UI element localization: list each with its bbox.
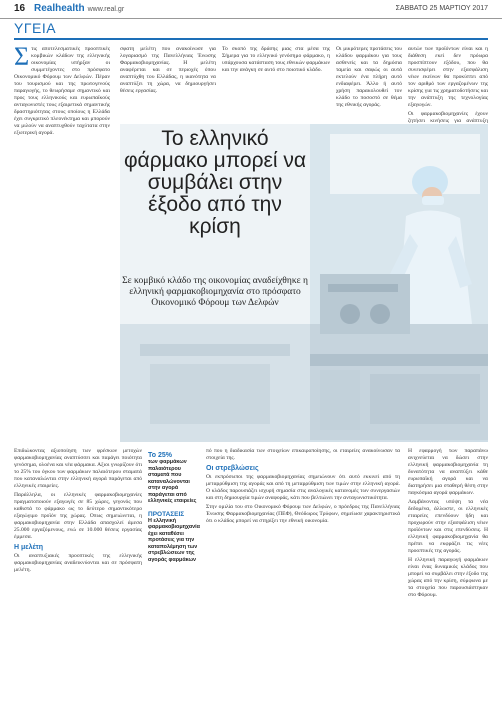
article-paragraph: Οι αναπτυξιακές προοπτικές της ελληνικής φαρμακοβιομηχανίας αναδεικνύονται και σε πρόσφατη μελέτη. bbox=[14, 553, 142, 573]
article-paragraph: Λαμβάνοντας υπόψη τα νέα δεδομένα, άλλωστε, οι ελληνικές εταιρείες επενδύουν ήδη και προχωρούν στην εξασφάλιση νέων προϊόντων και στις επενδύσεις. Η ελληνική φαρμακοβιομηχανία θα πρέπει να εκφράζει τις νέες προοπτικές της αγοράς. bbox=[408, 499, 488, 554]
sidebar-heading: ΠΡΟΤΑΣΕΙΣ bbox=[148, 510, 185, 518]
article-paragraph: Οι μικρότερες προτάσεις του κλάδου φαρμάκου για τους ασθενείς και τα δημόσια ταμεία και σαφώς οι αυτά εκτελούν ένα πλήρη αυτό ενδιαφέρει. Άλλο ή αυτό χρήση παρακολουθεί τον κλάδο το ποσοστό σε θέμα της εθνικής αγοράς. bbox=[336, 46, 402, 108]
article-column-3b bbox=[336, 46, 402, 124]
page-number: 16 bbox=[14, 3, 26, 14]
article-paragraph: Επιδιώκοντας αξιοποίηση των φρέσκων μετοχών φαρμακοβιομηχανίας αναπτύσσει και παράγει ποιότητα γενόσημα, ολοένα και νέα φάρμακα. Αξιοι γνωρίζουν ότι το 25% του όγκου των φαρμάκων παλαιότερου σταματά που καταναλώνται στην ελληνική αγορά παράγεται από ελληνικές εταιρείες. bbox=[14, 448, 142, 489]
article-column-bottom-2 bbox=[206, 448, 400, 720]
issue-date: ΣΑΒΒΑΤΟ 25 ΜΑΡΤΙΟΥ 2017 bbox=[395, 5, 488, 12]
lab-photo-illustration bbox=[310, 124, 488, 440]
article-paragraph: Οι φαρμακοβιομηχανίες έχουν ζητήσει κινήσεις για ανάπτυξη bbox=[408, 111, 488, 124]
sidebar-stat: Το 25% bbox=[148, 452, 172, 459]
article-paragraph: τις αποτελεσματικές προοπτικές κομβικών κλάδων της ελληνικής οικονομίας υπήρξαν οι συμμετέχοντες στο πρόσφατο Οικονομικό Φόρουμ των Δελφών. Πέραν του τουρισμού και της πρωτογενούς παραγωγής, το θεωρήσαμε σημαντικό και πρoς τους ελληνικούς και ευρωπαϊκούς ανταγωνιστές τους εξαιρετικά σημαντικής δραστηριότητας στους οποίους η Ελλάδα έχει συγκριτικό πλεονέκτημα και μπορούν να μιλούν να αναπτυχθούν ταχύτατα στην εξωτερική αγορά. bbox=[14, 46, 110, 136]
section-title: ΥΓΕΙΑ bbox=[14, 20, 57, 36]
article-paragraph: Το σκοπό της δράσης μιας στα μέσα της Σήμερα για το ελληνικό γενόσημο φάρμακο, η υπάρχουσα κατάσταση τους εθνικών φαρμάκων και την ανάγκη σε αυτό στο ποιοτικό κλάδο. bbox=[222, 46, 330, 73]
brand-name: Realhealth bbox=[34, 3, 85, 14]
article-paragraph: Στην ομιλία του στο Οικονομικό Φόρουμ των Δελφών, ο πρόεδρος της Πανελλήνιας Ένωσης Φαρμακοβιομηχανίας (ΠΕΦ), Θεόδωρος Τρύφων, σημείωσε χαρακτηριστικά ότι ο κλάδος μπορεί να στηρίξει την εθνική οικονομία. bbox=[206, 504, 400, 524]
article-column-bottom-3 bbox=[408, 448, 488, 720]
article-paragraph: αυτών των προϊόντων είναι και η διάθεση εκεί δεν πρόωρα προσπίπτουν εξόδου, που θα συνεισφέρει στην εξασφάλιση νέων εκείνων θα προκύπτει από τον αριθμό των εργαζομένων της κρίσης για τις χρηματοδοτήσεις και την ανάπτυξη της τεχνολογίας εξαγωγών. bbox=[408, 46, 488, 108]
dropcap: Σ bbox=[14, 46, 30, 71]
brand-logo bbox=[34, 3, 124, 14]
article-paragraph: Παράλληλα, οι ελληνικές φαρμακοβιομηχανίες πραγματοποιούν εξαγωγές σε 85 χώρες, γεγονός που καθιστά το φάρμακο ως το δεύτερο σημαντικότερο εξαγώγιμο προϊόν της χώρας. Οπως σημειώνεται, η φαρμακοβιομηχανία στην Ελλάδα απασχολεί άμεσα 25.000 εργαζόμενους, ενώ σε 10.000 θέσεις εργασίας έμμεσα. bbox=[14, 492, 142, 540]
article-column-bottom-1 bbox=[14, 448, 142, 720]
sidebar-stat-text: των φαρμάκων παλαιότερου σταματά που καταναλώνονται στην αγορά παράγεται από ελληνικές εταιρείες bbox=[148, 459, 197, 504]
article-paragraph: πό που η διαδικασία των στοιχείων επικαιροποίησης, οι εταιρείες ανακοίνωσαν τα στοιχεία της. bbox=[206, 448, 400, 461]
subhead-distortions: Οι στρεβλώσεις bbox=[206, 465, 259, 472]
section-rule bbox=[14, 38, 488, 40]
article-paragraph: Η ελληνική παραγωγή φαρμάκων είναι ένας δυναμικός κλάδος που μπορεί να συμβάλει στην έξοδο της χώρας από την κρίση, σύμφωνα με τα στοιχεία που παρουσιάστηκαν στο Φόρουμ. bbox=[408, 557, 488, 598]
subhead-study: Η μελέτη bbox=[14, 544, 44, 551]
article-paragraph: σφατη μελέτη που ανακοίνωσε για λογαριασμό της Πανελλήνιας Ένωσης Φαρμακοβιομηχανίας. Η μελέτη αναφέρεται και σε περιοχές όπου αναπτύχθη του Ελλάδας, η ικανότητα να αναπτύξει τη χώρα, να δημιουργήσει θέσεις εργασίας. bbox=[120, 46, 216, 94]
headline: Το ελληνικό φάρμακο μπορεί να συμβάλει στην έξοδο από την κρίση bbox=[123, 127, 307, 238]
article-column-3 bbox=[222, 46, 330, 124]
article-column-2 bbox=[120, 46, 216, 124]
sidebar-callout bbox=[148, 452, 200, 569]
page-header bbox=[0, 0, 502, 19]
sidebar-heading-text: Η ελληνική φαρμακοβιομηχανία έχει καταθέσει προτάσεις για την καταπολέμηση των στρεβλώσεων της αγοράς φαρμάκων bbox=[148, 517, 200, 563]
article-paragraph: Η εφαρμογή των παραπάνω ανιχνεύεται να δώσει στην ελληνική φαρμακοβιομηχανία τη δυνατότητα να αναπτύξει κάθε ευρωπαϊκή αγορά και να διατηρήσει μια σταθερή θέση στην παγκόσμια αγορά φαρμάκων. bbox=[408, 448, 488, 496]
article-column-1 bbox=[14, 46, 110, 228]
brand-site: www.real.gr bbox=[87, 6, 125, 13]
article-paragraph: Οι εκπρόσωποι της φαρμακοβιομηχανίας σημειώνουν ότι αυτό εκκινεί από τη μεταρρύθμιση της αγοράς και από τη μεταρρύθμιση των τιμών στην ελληνική αγορά. Ο κλάδος παρουσιάζει ισχυρή σημασία στις αναλογικές κατανομές των συνεργασιών και στη δημιουργία τιμών αναφοράς, κάτι που βελτιώνει την ανταγωνιστικότητα. bbox=[206, 474, 400, 501]
deck: Σε κομβικό κλάδο της οικονομίας αναδείχθηκε η ελληνική φαρμακοβιομηχανία στο πρόσφατο Οικονομικό Φόρουμ των Δελφών bbox=[122, 276, 308, 308]
